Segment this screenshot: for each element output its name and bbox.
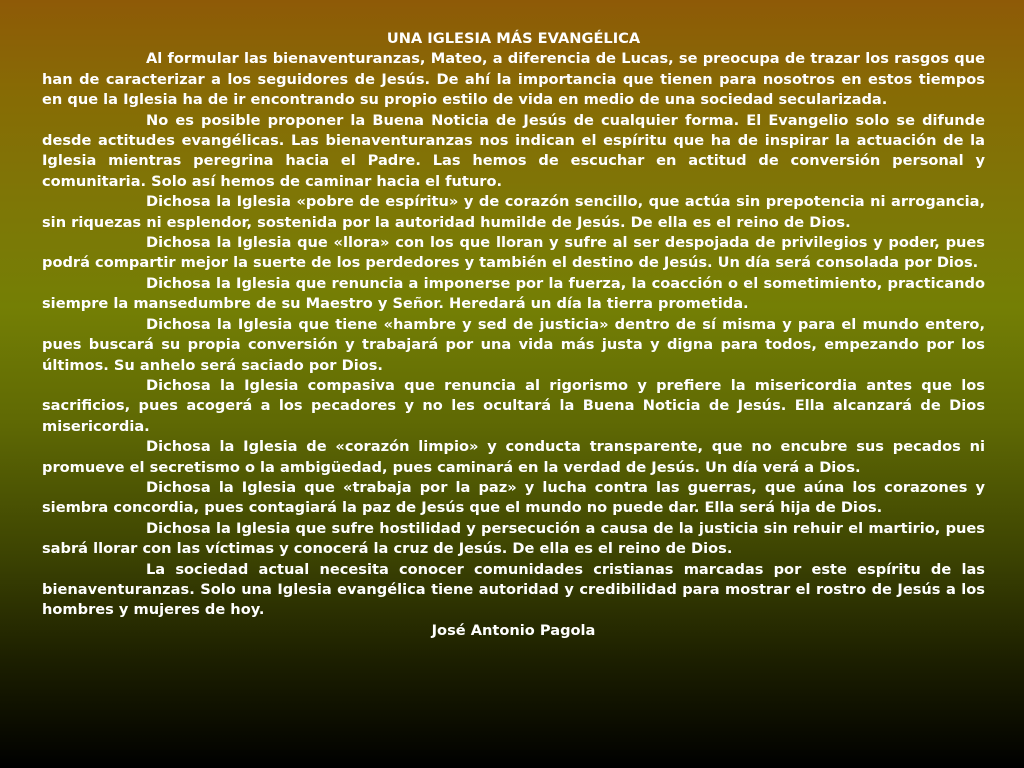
- paragraph-conclusion: La sociedad actual necesita conocer comunidades cristianas marcadas por este espíritu de las bienaventuranzas. Solo una Iglesia evangélica tiene autoridad y credibilidad para mostrar el rostro de Jesús a los hombres y mujeres de hoy.: [42, 560, 985, 619]
- slide-content: [42, 29, 985, 641]
- paragraph-meek: Dichosa la Iglesia que renuncia a imponerse por la fuerza, la coacción o el sometimiento, practicando siempre la mansedumbre de su Maestro y Señor. Heredará un día la tierra prometida.: [42, 274, 985, 313]
- paragraph-merciful: Dichosa la Iglesia compasiva que renuncia al rigorismo y prefiere la misericordia antes que los sacrificios, pues acogerá a los pecadores y no les ocultará la Buena Noticia de Jesús. Ella alcanzará de Dios misericordia.: [42, 376, 985, 435]
- paragraph-intro: Al formular las bienaventuranzas, Mateo, a diferencia de Lucas, se preocupa de trazar los rasgos que han de caracterizar a los seguidores de Jesús. De ahí la importancia que tienen para nosotros en estos tiempos en que la Iglesia ha de ir encontrando su propio estilo de vida en medio de una sociedad secularizada.: [42, 50, 985, 109]
- page-title: UNA IGLESIA MÁS EVANGÉLICA: [386, 30, 641, 47]
- paragraph-hunger-justice: Dichosa la Iglesia que tiene «hambre y sed de justicia» dentro de sí misma y para el mundo entero, pues buscará su propia conversión y trabajará por una vida más justa y digna para todos, empezando por los últimos. Su anhelo será saciado por Dios.: [42, 315, 985, 374]
- paragraph-pure-heart: Dichosa la Iglesia de «corazón limpio» y conducta transparente, que no encubre sus pecados ni promueve el secretismo o la ambigüedad, pues caminará en la verdad de Jesús. Un día verá a Dios.: [42, 438, 985, 476]
- author-signature: José Antonio Pagola: [431, 621, 596, 639]
- paragraph-persecuted: Dichosa la Iglesia que sufre hostilidad y persecución a causa de la justicia sin rehuir el martirio, pues sabrá llorar con las víctimas y conocerá la cruz de Jesús. De ella es el reino de Dios.: [42, 519, 985, 558]
- paragraph-peacemakers: Dichosa la Iglesia que «trabaja por la paz» y lucha contra las guerras, que aúna los corazones y siembra concordia, pues contagiará la paz de Jesús que el mundo no puede dar. Ella será hija de Dios.: [42, 478, 985, 517]
- paragraph-poor-in-spirit: Dichosa la Iglesia «pobre de espíritu» y de corazón sencillo, que actúa sin prepotencia ni arrogancia, sin riquezas ni esplendor, sostenida por la autoridad humilde de Jesús. De ella es el reino de Dios.: [42, 193, 985, 231]
- paragraph-good-news: No es posible proponer la Buena Noticia de Jesús de cualquier forma. El Evangelio solo se difunde desde actitudes evangélicas. Las bienaventuranzas nos indican el espíritu que ha de inspirar la actuación de la Iglesia mientras peregrina hacia el Padre. Las hemos de escuchar en actitud de conversión personal y comunitaria. Solo así hemos de caminar hacia el futuro.: [42, 111, 985, 190]
- paragraph-those-who-mourn: Dichosa la Iglesia que «llora» con los que lloran y sufre al ser despojada de privilegios y poder, pues podrá compartir mejor la suerte de los perdedores y también el destino de Jesús. Un día será consolada por Dios.: [42, 234, 985, 272]
